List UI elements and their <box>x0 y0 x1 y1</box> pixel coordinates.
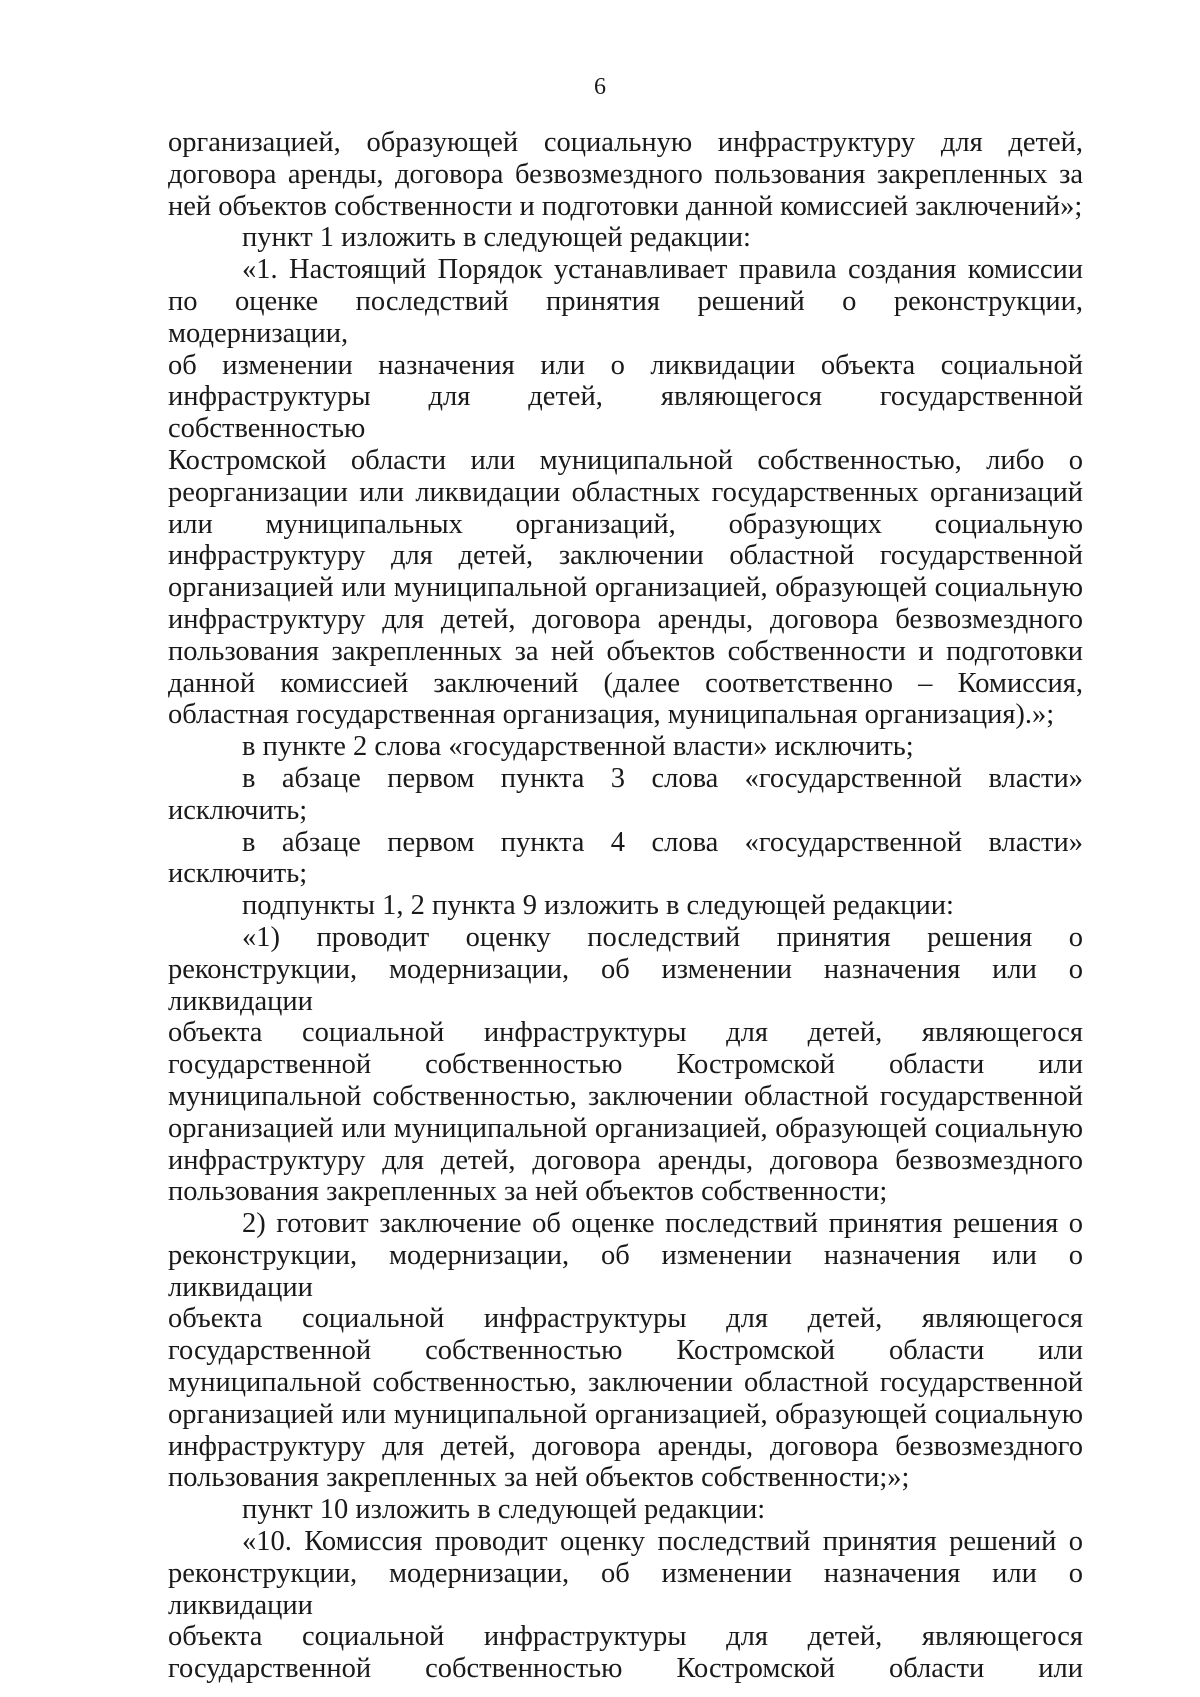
text-line: государственной собственностью Костромской области или <box>168 1335 1083 1367</box>
page-number: 6 <box>594 74 606 100</box>
text-line: ней объектов собственности и подготовки данной комиссией заключений»; <box>168 190 1083 222</box>
text-line: реконструкции, модернизации, об изменении назначения или о ликвидации <box>168 1557 1083 1621</box>
paragraph <box>168 127 1083 222</box>
text-line: муниципальной собственностью, заключении областной государственной <box>168 1367 1083 1399</box>
paragraph <box>168 1208 1083 1494</box>
text-line: в пункте 2 слова «государственной власти» исключить; <box>242 731 914 763</box>
text-line: в абзаце первом пункта 4 слова «государственной власти» <box>242 826 1083 858</box>
text-line: реконструкции, модернизации, об изменении назначения или о ликвидации <box>168 1239 1083 1303</box>
text-line: данной комиссией заключений (далее соответственно – Комиссия, <box>168 667 1083 699</box>
text-line: государственной собственностью Костромской области или <box>168 1653 1083 1685</box>
paragraph <box>168 922 1083 1208</box>
text-line: областная государственная организация, муниципальная организация).»; <box>168 699 1055 731</box>
text-line: организацией или муниципальной организацией, образующей социальную <box>168 1398 1083 1430</box>
text-line: «10. Комиссия проводит оценку последствий принятия решений о <box>242 1526 1083 1558</box>
text-line: пользования закрепленных за ней объектов собственности; <box>168 1176 888 1208</box>
text-line: инфраструктуру для детей, договора аренды, договора безвозмездного <box>168 603 1083 635</box>
text-line: исключить; <box>168 794 308 826</box>
text-line: пользования закрепленных за ней объектов собственности и подготовки <box>168 635 1083 667</box>
text-line: инфраструктуру для детей, заключении областной государственной <box>168 540 1083 572</box>
text-line: инфраструктуру для детей, договора аренды, договора безвозмездного <box>168 1430 1083 1462</box>
text-line: организацией или муниципальной организацией, образующей социальную <box>168 572 1083 604</box>
paragraph <box>168 890 1083 922</box>
text-line: организацией, образующей социальную инфраструктуру для детей, <box>168 127 1083 158</box>
text-line: организацией или муниципальной организацией, образующей социальную <box>168 1112 1083 1144</box>
text-line: реконструкции, модернизации, об изменении назначения или о ликвидации <box>168 953 1083 1017</box>
text-line: инфраструктуры для детей, являющегося государственной собственностью <box>168 381 1083 445</box>
text-line: пользования закрепленных за ней объектов собственности;»; <box>168 1462 910 1494</box>
paragraph <box>168 254 1083 731</box>
text-line: пункт 1 изложить в следующей редакции: <box>242 222 751 254</box>
text-line: Костромской области или муниципальной собственностью, либо о <box>168 444 1083 476</box>
text-line: муниципальной собственностью, заключении областной государственной <box>168 1080 1083 1112</box>
paragraph <box>168 1494 1083 1526</box>
text-line: исключить; <box>168 858 308 890</box>
paragraph <box>168 1526 1083 1685</box>
text-line: объекта социальной инфраструктуры для детей, являющегося <box>168 1303 1083 1335</box>
text-line: «1) проводит оценку последствий принятия решения о <box>242 921 1083 953</box>
paragraph <box>168 731 1083 763</box>
text-line: объекта социальной инфраструктуры для детей, являющегося <box>168 1017 1083 1049</box>
text-line: в абзаце первом пункта 3 слова «государственной власти» <box>242 762 1083 794</box>
text-line: или муниципальных организаций, образующих социальную <box>168 508 1083 540</box>
paragraph <box>168 763 1083 827</box>
text-line: подпункты 1, 2 пункта 9 изложить в следующей редакции: <box>242 890 954 922</box>
text-line: 2) готовит заключение об оценке последствий принятия решения о <box>242 1208 1083 1240</box>
text-line: реорганизации или ликвидации областных государственных организаций <box>168 476 1083 508</box>
text-line: «1. Настоящий Порядок устанавливает правила создания комиссии <box>242 254 1083 286</box>
document-body <box>168 127 1083 1685</box>
text-line: по оценке последствий принятия решений о реконструкции, модернизации, <box>168 285 1083 349</box>
text-line: государственной собственностью Костромской области или <box>168 1049 1083 1081</box>
text-line: объекта социальной инфраструктуры для детей, являющегося <box>168 1621 1083 1653</box>
text-line: договора аренды, договора безвозмездного пользования закрепленных за <box>168 158 1083 190</box>
paragraph <box>168 827 1083 891</box>
text-line: пункт 10 изложить в следующей редакции: <box>242 1494 766 1526</box>
text-line: инфраструктуру для детей, договора аренды, договора безвозмездного <box>168 1144 1083 1176</box>
text-line: об изменении назначения или о ликвидации объекта социальной <box>168 349 1083 381</box>
paragraph <box>168 222 1083 254</box>
